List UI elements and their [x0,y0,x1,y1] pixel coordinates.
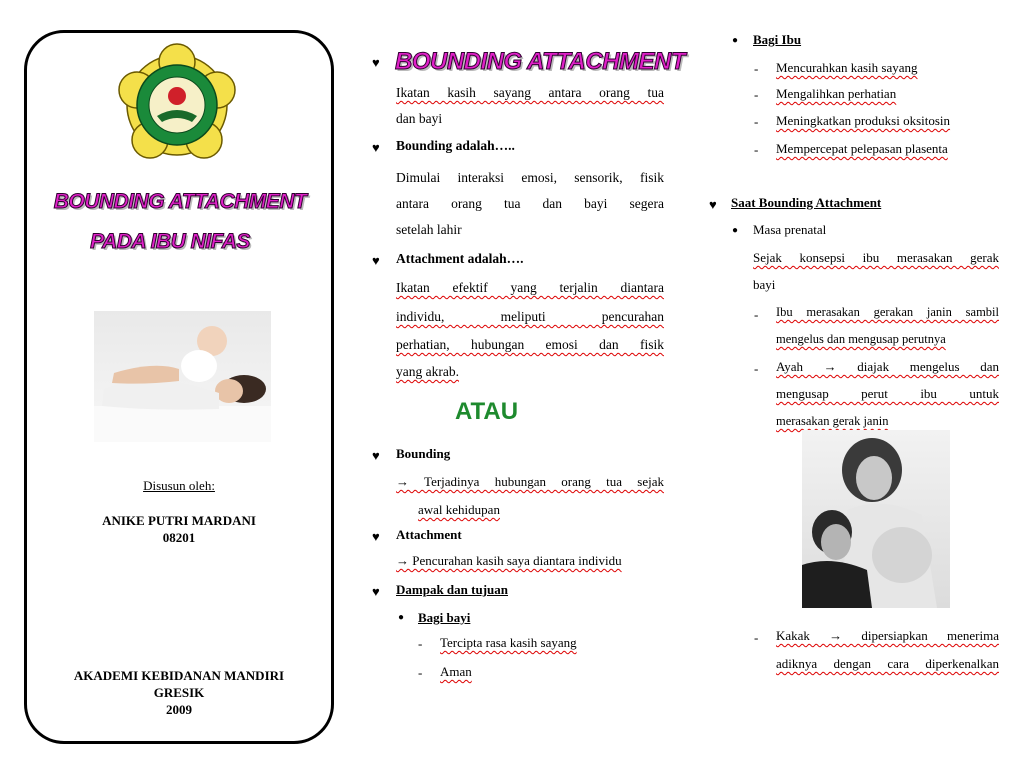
cover-title-line2: PADA IBU NIFAS [90,230,250,253]
impact-label: Dampak dan tujuan [396,582,508,597]
bounding-def-label: Bounding adalah….. [396,138,515,153]
dash-bullet: - [754,630,759,645]
mother-baby-illustration [94,311,271,442]
bounding-desc-1: → Terjadinya hubungan orang tua sejak [396,474,664,489]
dash-bullet: - [754,87,759,102]
dot-bullet-icon: ● [732,35,739,46]
author-name: ANIKE PUTRI MARDANI [102,513,256,528]
heart-bullet-icon: ♥ [372,140,380,155]
attachment-def-4: yang akrab. [396,364,459,379]
dash-bullet: - [754,114,759,129]
item-sibling-1: Kakak → dipersiapkan menerima [776,628,999,643]
institution-line1: AKADEMI KEBIDANAN MANDIRI [73,668,285,683]
dash-bullet: - [754,61,759,76]
prenatal-text-1: Sejak konsepsi ibu merasakan gerak [753,250,999,265]
institution-line2: GRESIK [153,685,205,700]
or-word: ATAU [455,398,519,425]
heart-bullet-icon: ♥ [709,197,717,212]
heading-text-2: dan bayi [396,111,443,126]
dot-bullet-icon: ● [398,612,405,623]
attachment-def-1: Ikatan efektif yang terjalin diantara [396,280,664,295]
bounding-def-2: antara orang tua dan bayi segera [396,196,664,211]
baby-item-2: Aman [440,664,472,679]
bounding-def-3: setelah lahir [396,222,462,237]
baby-item-1: Tercipta rasa kasih sayang [440,635,577,650]
attachment-def-label: Attachment adalah…. [396,251,524,266]
attachment-label: Attachment [396,527,462,542]
heading-text-1-span: Ikatan kasih sayang antara orang tua [396,85,664,100]
dash-bullet: - [754,307,759,322]
heart-bullet-icon: ♥ [372,448,380,463]
dash-bullet: - [754,361,759,376]
item-father-3: merasakan gerak janin [776,414,889,428]
mother-label: Bagi Ibu [753,32,802,47]
composed-by-label: Disusun oleh: [143,478,215,493]
mother-item-1: Mencurahkan kasih sayang [776,60,918,75]
author-id: 08201 [162,530,196,545]
dash-bullet: - [754,142,759,157]
item-mother-2: mengelus dan mengusap perutnya [776,332,946,346]
prenatal-text-2: bayi [753,277,776,292]
mother-item-2: Mengalihkan perhatian [776,86,897,101]
heart-bullet-icon: ♥ [372,55,380,70]
middle-heading: BOUNDING ATTACHMENT [395,48,686,75]
couple-pregnancy-photo [802,430,950,608]
heart-bullet-icon: ♥ [372,584,380,599]
bounding-label: Bounding [396,446,451,461]
heart-bullet-icon: ♥ [372,253,380,268]
item-sibling-2: adiknya dengan cara diperkenalkan [776,656,999,671]
dot-bullet-icon: ● [732,225,739,236]
item-father-2: mengusap perut ibu untuk [776,386,999,401]
item-father-1: Ayah → diajak mengelus dan [776,359,999,374]
when-label: Saat Bounding Attachment [731,195,882,210]
dash-bullet: - [418,636,423,651]
item-mother-1: Ibu merasakan gerakan janin sambil [776,305,999,319]
baby-label: Bagi bayi [418,610,471,625]
heading-text-1 [396,80,664,106]
mother-baby-photo [94,311,271,442]
attachment-def-3: perhatian, hubungan emosi dan fisik [396,337,664,352]
cover-title-line1: BOUNDING ATTACHMENT [53,190,307,213]
mother-item-4: Mempercepat pelepasan plasenta [776,141,948,156]
attachment-desc: → Pencurahan kasih saya diantara individu [396,553,622,568]
prenatal-label: Masa prenatal [753,222,827,237]
dash-bullet: - [418,665,423,680]
mother-item-3: Meningkatkan produksi oksitosin [776,113,951,128]
bounding-def-1: Dimulai interaksi emosi, sensorik, fisik [396,170,664,185]
bounding-desc-2: awal kehidupan [418,502,500,517]
couple-pregnancy-illustration [802,430,950,608]
academy-logo [112,40,242,170]
year: 2009 [166,702,192,717]
heart-bullet-icon: ♥ [372,529,380,544]
attachment-def-2: individu, meliputi pencurahan [396,309,664,324]
